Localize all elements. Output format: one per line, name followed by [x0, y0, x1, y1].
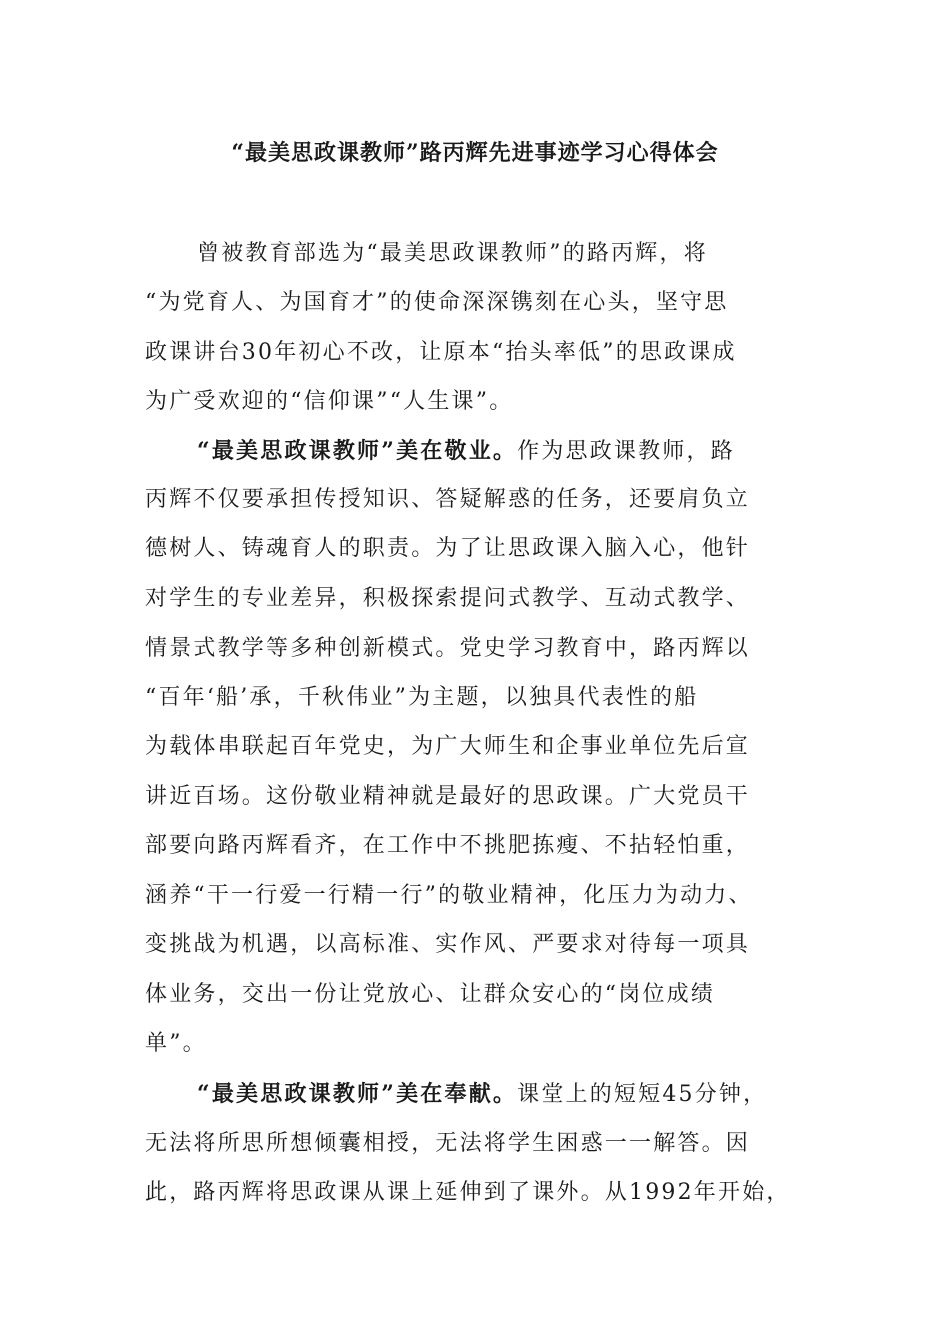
paragraph-2-line: 为载体串联起百年党史，为广大师生和企事业单位先后宣 — [145, 734, 751, 759]
paragraph-1-line: 政课讲台30年初心不改，让原本“抬头率低”的思政课成 — [145, 340, 737, 365]
document-title: “最美思政课教师”路丙辉先进事迹学习心得体会 — [231, 140, 719, 166]
paragraph-2-first-text: 作为思政课教师，路 — [517, 439, 735, 464]
paragraph-1-line: 曾被教育部选为“最美思政课教师”的路丙辉，将 — [197, 241, 708, 266]
paragraph-3-line: 此，路丙辉将思政课从课上延伸到了课外。从1992年开始， — [145, 1180, 791, 1205]
paragraph-2-line: “百年‘船’承，千秋伟业”为主题，以独具代表性的船 — [145, 685, 699, 710]
paragraph-3-first-line — [197, 1078, 767, 1111]
paragraph-3-first-text: 课堂上的短短45分钟， — [517, 1082, 768, 1107]
paragraph-3-heading: “最美思政课教师”美在奉献。 — [197, 1081, 518, 1107]
paragraph-2-line: 德树人、铸魂育人的职责。为了让思政课入脑入心，他针 — [145, 536, 751, 561]
paragraph-2-line: 涵养“干一行爱一行精一行”的敬业精神，化压力为动力、 — [145, 883, 753, 908]
paragraph-1-line: “为党育人、为国育才”的使命深深镌刻在心头，坚守思 — [145, 290, 729, 315]
paragraph-2-line: 对学生的专业差异，积极探索提问式教学、互动式教学、 — [145, 586, 751, 611]
paragraph-2-line: 体业务，交出一份让党放心、让群众安心的“岗位成绩 — [145, 982, 716, 1007]
paragraph-2-heading: “最美思政课教师”美在敬业。 — [197, 438, 518, 464]
paragraph-2-first-line — [197, 435, 735, 468]
paragraph-2-line: 单”。 — [145, 1031, 207, 1056]
paragraph-3-line: 无法将所思所想倾囊相授，无法将学生困惑一一解答。因 — [145, 1131, 751, 1156]
paragraph-2-line: 情景式教学等多种创新模式。党史学习教育中，路丙辉以 — [145, 636, 751, 661]
paragraph-2-line: 变挑战为机遇，以高标准、实作风、严要求对待每一项具 — [145, 932, 751, 957]
paragraph-2-line: 部要向路丙辉看齐，在工作中不挑肥拣瘦、不拈轻怕重， — [145, 833, 751, 858]
paragraph-2-line: 讲近百场。这份敬业精神就是最好的思政课。广大党员干 — [145, 784, 751, 809]
paragraph-2-line: 丙辉不仅要承担传授知识、答疑解惑的任务，还要肩负立 — [145, 487, 751, 512]
paragraph-1-line: 为广受欢迎的“信仰课”“人生课”。 — [145, 389, 514, 414]
